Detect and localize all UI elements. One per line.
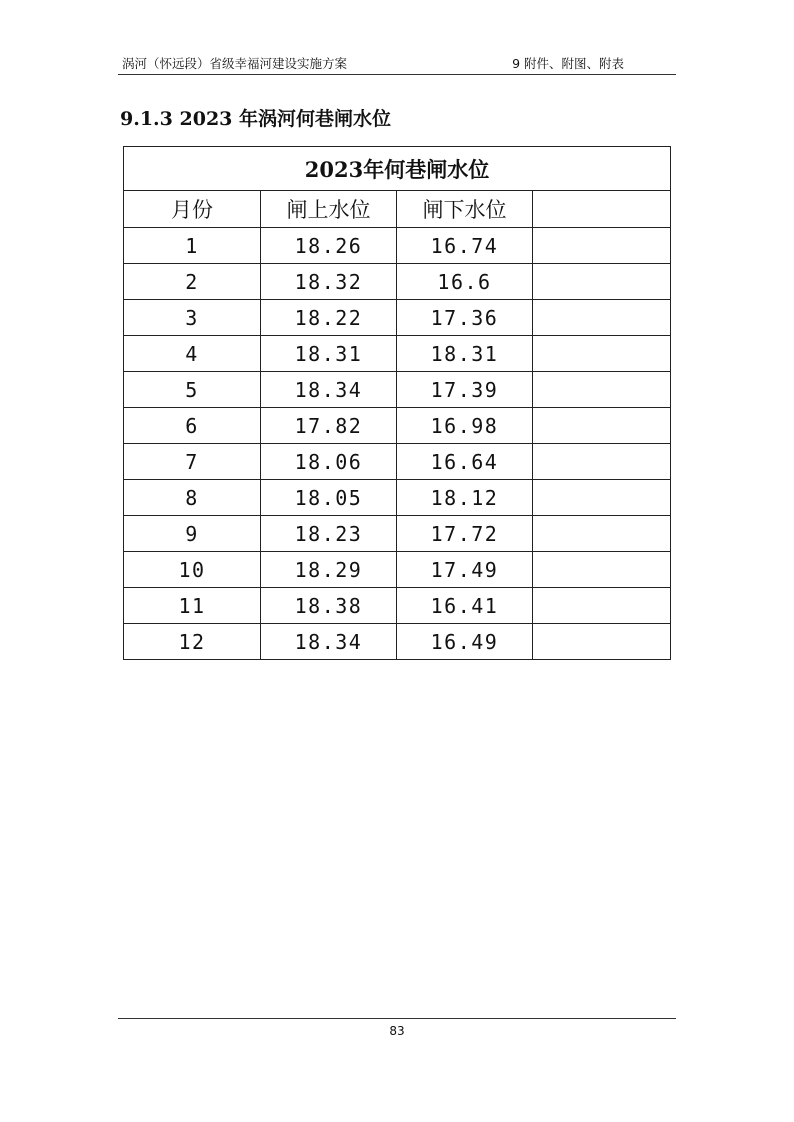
page-number: 83 [389,1024,405,1038]
table-row [124,408,671,444]
empty-cell [533,408,671,444]
table-body [124,228,671,660]
downstream-level-cell: 17.49 [397,552,533,588]
month-cell: 11 [124,588,261,624]
downstream-level-cell: 18.31 [397,336,533,372]
table-row [124,480,671,516]
column-header-upstream-level: 闸上水位 [261,191,397,228]
month-cell: 5 [124,372,261,408]
table-row [124,624,671,660]
upstream-level-cell: 18.29 [261,552,397,588]
empty-cell [533,264,671,300]
empty-cell [533,336,671,372]
month-cell: 8 [124,480,261,516]
table-row [124,588,671,624]
upstream-level-cell: 18.38 [261,588,397,624]
downstream-level-cell: 16.49 [397,624,533,660]
section-title: 9.1.3 2023 年涡河何巷闸水位 [120,108,392,130]
table-row [124,228,671,264]
month-cell: 2 [124,264,261,300]
empty-cell [533,588,671,624]
downstream-level-cell: 17.39 [397,372,533,408]
empty-cell [533,372,671,408]
page-header [118,52,676,75]
downstream-level-cell: 17.72 [397,516,533,552]
empty-cell [533,624,671,660]
upstream-level-cell: 18.32 [261,264,397,300]
upstream-level-cell: 18.22 [261,300,397,336]
empty-cell [533,552,671,588]
month-cell: 7 [124,444,261,480]
upstream-level-cell: 18.23 [261,516,397,552]
month-cell: 4 [124,336,261,372]
downstream-level-cell: 16.64 [397,444,533,480]
table-row [124,300,671,336]
month-cell: 9 [124,516,261,552]
month-cell: 6 [124,408,261,444]
downstream-level-cell: 18.12 [397,480,533,516]
month-cell: 12 [124,624,261,660]
table-row [124,444,671,480]
table-header-row [124,191,671,228]
column-header-month: 月份 [124,191,261,228]
table-row [124,372,671,408]
month-cell: 10 [124,552,261,588]
table-row [124,516,671,552]
upstream-level-cell: 18.34 [261,624,397,660]
downstream-level-cell: 16.74 [397,228,533,264]
upstream-level-cell: 18.26 [261,228,397,264]
header-document-title: 涡河（怀远段）省级幸福河建设实施方案 [122,56,348,71]
upstream-level-cell: 18.34 [261,372,397,408]
page-footer [118,1018,676,1038]
empty-cell [533,480,671,516]
table-caption: 2023年何巷闸水位 [124,147,671,191]
table-row [124,336,671,372]
column-header-downstream-level: 闸下水位 [397,191,533,228]
month-cell: 1 [124,228,261,264]
downstream-level-cell: 16.41 [397,588,533,624]
upstream-level-cell: 18.06 [261,444,397,480]
upstream-level-cell: 18.05 [261,480,397,516]
table-row [124,264,671,300]
table-row [124,552,671,588]
column-header-empty [533,191,671,228]
empty-cell [533,444,671,480]
downstream-level-cell: 16.6 [397,264,533,300]
upstream-level-cell: 18.31 [261,336,397,372]
downstream-level-cell: 17.36 [397,300,533,336]
water-level-table [123,146,671,660]
empty-cell [533,516,671,552]
empty-cell [533,228,671,264]
empty-cell [533,300,671,336]
header-chapter-title: 9 附件、附图、附表 [512,56,624,71]
upstream-level-cell: 17.82 [261,408,397,444]
month-cell: 3 [124,300,261,336]
downstream-level-cell: 16.98 [397,408,533,444]
